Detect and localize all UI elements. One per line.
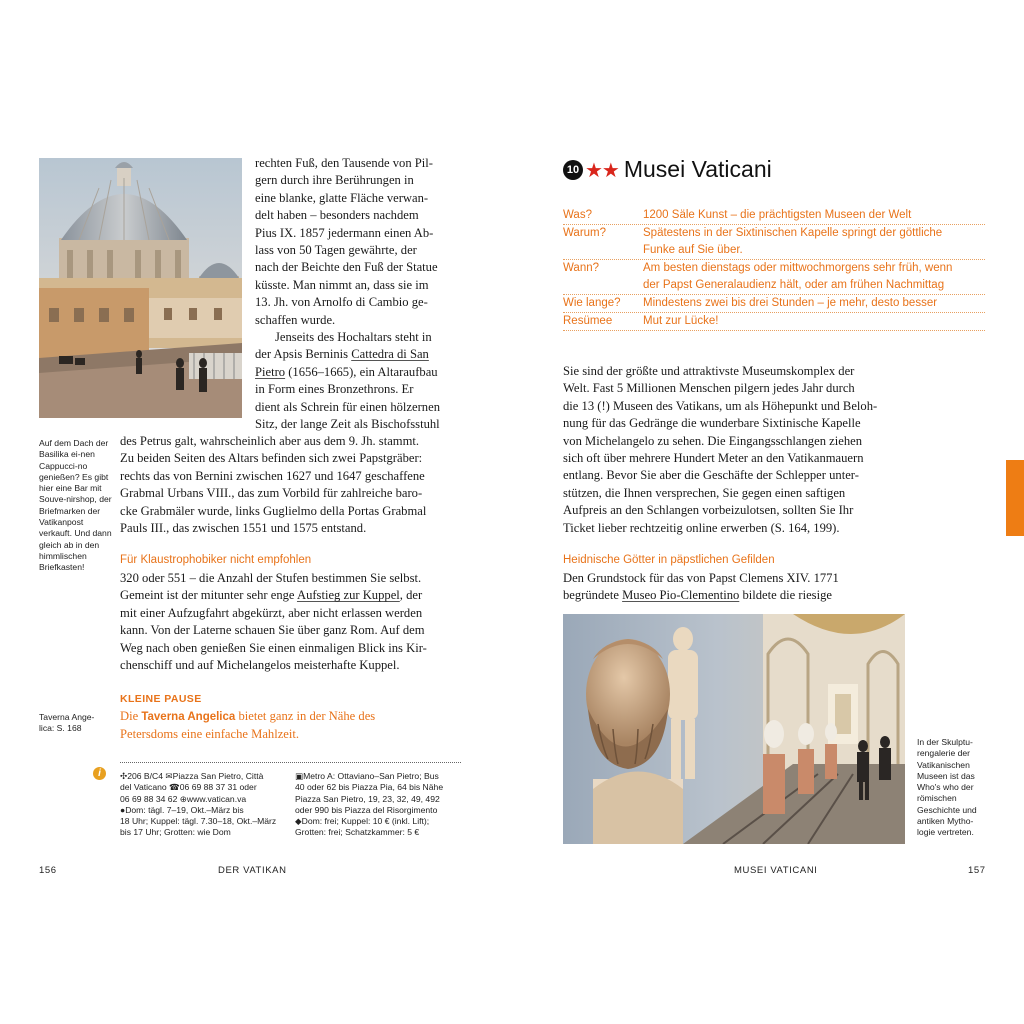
text-line: Den Grundstock für das von Papst Clemens XIV. 1771 xyxy=(563,571,839,585)
text-fragment: Gemeint ist der mitunter sehr enge xyxy=(120,588,297,603)
facts-value xyxy=(643,225,985,259)
facts-value xyxy=(643,260,985,294)
facts-key: Resümee xyxy=(563,315,613,327)
text-line: cke Grabmäler wurde, links Guglielmo della Portas Grabmal xyxy=(120,503,427,518)
text-fragment: bietet ganz in der Nähe des xyxy=(235,709,376,723)
text-line: mit einer Aufzugfahrt abgekürzt, aber nicht erlassen werden xyxy=(120,605,423,620)
text-pio-clementino xyxy=(563,570,923,605)
sub-heading-goetter: Heidnische Götter in päpstlichen Gefilden xyxy=(563,554,775,566)
text-line: sich oft über mehrere Hundert Meter an den Vatikanmauern xyxy=(563,451,864,466)
info-divider xyxy=(120,762,461,763)
info-line: oder 990 bis Piazza del Risorgimento xyxy=(295,804,438,815)
info-line: 40 oder 62 bis Piazza Pia, 64 bis Nähe xyxy=(295,782,444,793)
text-line: nach der Beichte den Fuß der Statue xyxy=(255,260,438,275)
text-line: küsste. Man nimmt an, dass sie im xyxy=(255,277,429,292)
facts-row-was xyxy=(563,207,985,225)
photo-sculpture-gallery xyxy=(563,614,905,844)
info-column-transport xyxy=(295,771,465,839)
text-line: Welt. Fast 5 Millionen Menschen pilgern jedes Jahr durch xyxy=(563,381,855,396)
text-line: lass von 50 Tagen gewährte, der xyxy=(255,243,417,258)
text-line xyxy=(120,708,465,726)
running-head-right: MUSEI VATICANI xyxy=(734,865,818,876)
facts-row-wie-lange xyxy=(563,295,985,313)
text-line: chenschiff und auf Michelangelos meisterhafte Kuppel. xyxy=(120,658,400,673)
info-line: ◆Dom: frei; Kuppel: 10 € (inkl. Lift); xyxy=(295,816,430,827)
facts-row-resuemee xyxy=(563,313,985,331)
chapter-tab-marker xyxy=(1006,460,1024,536)
text-line: Petersdoms eine einfache Mahlzeit. xyxy=(120,727,300,742)
text-line: schaffen wurde. xyxy=(255,312,336,327)
info-line: ●Dom: tägl. 7–19, Okt.–März bis xyxy=(120,804,244,815)
facts-key: Was? xyxy=(563,209,592,221)
text-line: eine blanke, glatte Fläche verwan- xyxy=(255,190,429,205)
sight-title: Musei Vaticani xyxy=(623,156,772,182)
text-line: dient als Schrein für einen hölzernen xyxy=(255,399,440,414)
info-line: bis 17 Uhr; Grotten: wie Dom xyxy=(120,827,231,838)
facts-key: Wann? xyxy=(563,262,600,274)
text-line: Sitz, der lange Zeit als Bischofsstuhl xyxy=(255,417,440,432)
facts-value-line: 1200 Säle Kunst – die prächtigsten Museen der Welt xyxy=(643,209,912,221)
text-line: Aufpreis an den Schlangen vorbeizulotsen, sollten Sie Ihr xyxy=(563,503,854,518)
facts-row-warum xyxy=(563,225,985,260)
text-line: rechts das von Bernini zwischen 1627 und 1647 geschaffene xyxy=(120,468,425,483)
intro-paragraph xyxy=(563,363,923,537)
star-rating-icon: ★★ xyxy=(585,157,619,182)
text-column-narrow xyxy=(255,155,465,434)
text-line: delt haben – besonders nachdem xyxy=(255,208,419,223)
text-line: Weg nach oben genießen Sie einen einmaligen Blick ins Kir- xyxy=(120,640,427,655)
facts-value-line: Mindestens zwei bis drei Stunden – je mehr, desto besser xyxy=(643,297,938,309)
text-line: 320 oder 551 – die Anzahl der Stufen bestimmen Sie selbst. xyxy=(120,571,422,585)
text-fragment: bildete die riesige xyxy=(739,588,832,603)
facts-row-wann xyxy=(563,260,985,295)
text-fragment: der Apsis Berninis xyxy=(255,347,352,362)
info-line: Grotten: frei; Schatzkammer: 5 € xyxy=(295,827,420,838)
facts-value-line: Spätestens in der Sixtinischen Kapelle springt der göttliche xyxy=(643,227,943,239)
text-line: entlang. Bevor Sie aber die Geschäfte der Schlepper unter- xyxy=(563,468,859,483)
info-line: Piazza San Pietro, 19, 23, 32, 49, 492 xyxy=(295,793,440,804)
facts-value xyxy=(643,313,985,330)
running-head-left: DER VATIKAN xyxy=(218,865,287,876)
facts-value xyxy=(643,207,985,224)
text-line: Pauls III., das zwischen 1551 und 1575 entstand. xyxy=(120,521,367,536)
text-fragment: , der xyxy=(399,588,423,603)
text-fragment: (1656–1665), ein Altaraufbau xyxy=(285,364,438,379)
info-line: 06 69 88 34 62 ⊕www.vatican.va xyxy=(120,793,247,804)
link-cattedra-cont[interactable]: Pietro xyxy=(255,364,286,379)
text-column-full xyxy=(120,433,465,537)
text-line: kann. Von der Laterne schauen Sie über ganz Rom. Auf dem xyxy=(120,623,425,638)
text-line xyxy=(255,364,465,381)
text-line: Grabmal Urbans VIII., das zum Vorbild für zahlreiche baro- xyxy=(120,486,423,501)
photo-caption-right: In der Skulptu-rengalerie der Vatikanischen Museen ist das Who's who der römischen Geschichte und antiken Mytho-logie vertreten. xyxy=(917,737,977,838)
info-line: ✣206 B/C4 ✉Piazza San Pietro, Città xyxy=(120,771,264,781)
text-line: rechten Fuß, den Tausende von Pil- xyxy=(255,156,433,170)
text-line xyxy=(255,346,465,363)
info-icon-glyph: i xyxy=(98,768,101,779)
text-fragment: begründete xyxy=(563,588,623,603)
info-line: 18 Uhr; Kuppel: tägl. 7.30–18, Okt.–März xyxy=(120,816,277,827)
page-number-right: 157 xyxy=(968,865,986,876)
text-line: Pius IX. 1857 jedermann einen Ab- xyxy=(255,225,434,240)
text-line: die 13 (!) Museen des Vatikans, um als Höhepunkt und Beloh- xyxy=(563,398,878,413)
taverna-name: Taverna Angelica xyxy=(141,711,236,723)
text-line: gern durch ihre Berührungen in xyxy=(255,173,414,188)
text-fragment: Die xyxy=(120,709,142,723)
link-cattedra[interactable]: Cattedra di San xyxy=(351,347,429,362)
text-line xyxy=(563,587,923,604)
facts-value-line: Am besten dienstags oder mittwochmorgens sehr früh, wenn xyxy=(643,262,953,274)
facts-value-line: Mut zur Lücke! xyxy=(643,315,719,327)
pause-side-note: Taverna Ange-lica: S. 168 xyxy=(39,712,95,734)
text-line: von Michelangelo zu sehen. Die Eingangsschlangen ziehen xyxy=(563,433,863,448)
facts-key: Warum? xyxy=(563,227,607,239)
text-line: 13. Jh. von Arnolfo di Cambio ge- xyxy=(255,295,428,310)
photo-st-peters-roof xyxy=(39,158,242,418)
text-line: Zu beiden Seiten des Altars befinden sich zwei Papstgräber: xyxy=(120,451,423,466)
sight-number-badge: 10 xyxy=(563,160,583,180)
link-aufstieg-kuppel[interactable]: Aufstieg zur Kuppel xyxy=(296,588,400,603)
text-line: nung für das Gedränge die wunderbare Sixtinische Kapelle xyxy=(563,416,861,431)
text-line: Jenseits des Hochaltars steht in xyxy=(275,330,432,345)
text-line: des Petrus galt, wahrscheinlich aber aus dem 9. Jh. stammt. xyxy=(120,434,420,448)
photo-caption-left: Auf dem Dach der Basilika ei-nen Cappucci-no genießen? Es gibt hier eine Bar mit Souve-nirshop, der Briefmarken der Vatikanpost verkauft. Und dann gleich ab in den himmlischen Briefkasten! xyxy=(39,438,112,573)
info-column-address xyxy=(120,771,290,839)
facts-value-line: der Papst Generalaudienz hält, oder am frühen Nachmittag xyxy=(643,279,945,291)
info-line: del Vaticano ☎06 69 88 37 31 oder xyxy=(120,782,257,793)
text-line: stützen, die Ihnen versprechen, Sie gegen einen saftigen xyxy=(563,485,846,500)
pause-heading: KLEINE PAUSE xyxy=(120,693,202,705)
text-klaustro xyxy=(120,570,465,674)
pause-text xyxy=(120,708,465,744)
text-line: Sie sind der größte und attraktivste Museumskomplex der xyxy=(563,364,855,378)
facts-table xyxy=(563,207,985,331)
sight-title-row xyxy=(563,156,772,183)
info-icon xyxy=(93,767,106,780)
text-line: Ticket lieber rechtzeitig online erwerben (S. 164, 199). xyxy=(563,520,840,535)
info-line: ▣Metro A: Ottaviano–San Pietro; Bus xyxy=(295,771,439,781)
page-number-left: 156 xyxy=(39,865,57,876)
link-museo-pio-clementino[interactable]: Museo Pio-Clementino xyxy=(622,588,740,603)
facts-value-line: Funke auf Sie über. xyxy=(643,244,743,256)
facts-key: Wie lange? xyxy=(563,297,621,309)
text-line: in Form eines Bronzethrons. Er xyxy=(255,382,414,397)
facts-value xyxy=(643,295,985,312)
sub-heading-klaustro: Für Klaustrophobiker nicht empfohlen xyxy=(120,554,312,566)
text-line xyxy=(120,587,465,604)
